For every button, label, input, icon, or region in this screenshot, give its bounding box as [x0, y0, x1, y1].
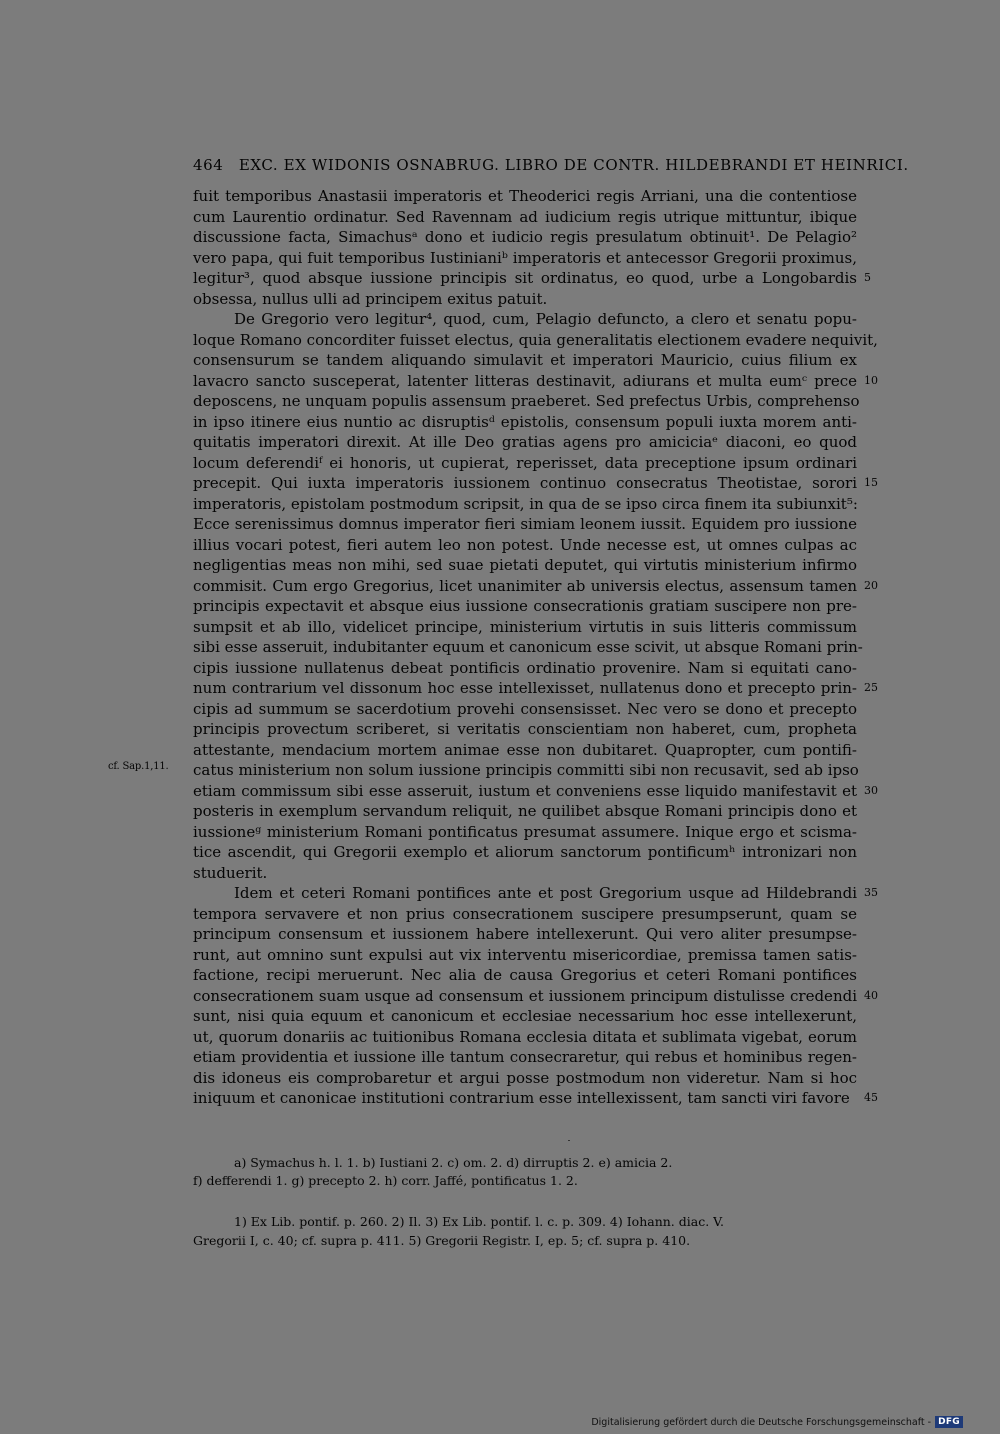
text-line: fuit temporibus Anastasii imperatoris et Theoderici regis Arriani, una die contentiose [193, 187, 857, 205]
text-line: obsessa, nullus ulli ad principem exitus patuit. [193, 289, 548, 308]
text-line: quitatis imperatori direxit. At ille Deo gratias agens pro amiciciaᵉ diaconi, eo quod [193, 433, 857, 451]
line-number: 45 [864, 1091, 878, 1104]
text-line: runt, aut omnino sunt expulsi aut vix interventu misericordiae, premissa tamen satis- [193, 945, 857, 964]
variant-footnote-line: a) Symachus h. l. 1. b) Iustiani 2. c) om. 2. d) dirruptis 2. e) amicia 2. [234, 1155, 673, 1170]
dfg-credit [591, 1416, 963, 1428]
text-line: sibi esse asseruit, indubitanter equum et canonicum esse scivit, ut absque Romani prin- [193, 638, 863, 656]
text-line: sumpsit et ab illo, videlicet principe, ministerium virtutis in suis litteris commissum [193, 617, 857, 636]
text-line: Ecce serenissimus domnus imperator fieri simiam leonem iussit. Equidem pro iussione [193, 515, 857, 533]
text-line: dis idoneus eis comprobaretur et argui posse postmodum non videretur. Nam si hoc [193, 1068, 857, 1087]
line-number: 20 [864, 578, 878, 592]
dfg-logo: DFG [935, 1416, 963, 1428]
text-line: iussioneᵍ ministerium Romani pontificatus presumat assumere. Inique ergo et scisma- [193, 822, 857, 841]
text-line: attestante, mendacium mortem animae esse non dubitaret. Quapropter, cum pontifi- [193, 740, 857, 759]
text-line: illius vocari potest, fieri autem leo non potest. Unde necesse est, ut omnes culpas ac [193, 535, 857, 554]
line-number: 40 [864, 988, 878, 1002]
text-line: etiam providentia et iussione ille tantum consecraretur, qui rebus et hominibus regen- [193, 1048, 857, 1066]
text-line: tempora servavere et non prius consecrationem suscipere presumpserunt, quam se [193, 904, 857, 923]
text-line: cipis iussione nullatenus debeat pontificis ordinatio provenire. Nam si equitati cano- [193, 658, 857, 677]
text-line: in ipso itinere eius nuntio ac disruptisᵈ epistolis, consensum populi iuxta morem anti- [193, 412, 857, 431]
text-line: etiam commissum sibi esse asseruit, iustum et conveniens esse liquido manifestavit et [193, 781, 857, 800]
margin-reference: cf. Sap.1,11. [108, 761, 169, 772]
text-line: loque Romano concorditer fuisset electus, quia generalitatis electionem evadere nequivit, [193, 330, 878, 349]
text-line: cum Laurentio ordinatur. Sed Ravennam ad iudicium regis utrique mittuntur, ibique [193, 207, 857, 226]
text-line: catus ministerium non solum iussione principis committi sibi non recusavit, sed ab ipso [193, 761, 859, 779]
source-footnote-line: Gregorii I, c. 40; cf. supra p. 411. 5) Gregorii Registr. I, ep. 5; cf. supra p. 410. [193, 1233, 691, 1248]
text-line: principis expectavit et absque eius iussione consecrationis gratiam suscipere non pre- [193, 597, 857, 615]
line-number: 5 [864, 271, 871, 284]
text-line: precepit. Qui iuxta imperatoris iussionem continuo consecratus Theotistae, sorori [193, 474, 857, 492]
text-line: consecrationem suam usque ad consensum et iussionem principum distulisse credendi [193, 986, 857, 1005]
text-line: commisit. Cum ergo Gregorius, licet unanimiter ab universis electus, assensum tamen [193, 576, 857, 595]
text-line: imperatoris, epistolam postmodum scripsit, in qua de se ipso circa finem ita subiunxit⁵: [193, 494, 858, 513]
separator-mark [568, 1140, 570, 1141]
text-line: lavacro sancto susceperat, latenter litteras destinavit, adiurans et multa eumᶜ prece [193, 371, 857, 390]
page-number: 464 [193, 156, 224, 174]
line-number: 25 [864, 681, 878, 694]
text-line: Idem et ceteri Romani pontifices ante et post Gregorium usque ad Hildebrandi [234, 884, 857, 902]
text-line: tice ascendit, qui Gregorii exemplo et aliorum sanctorum pontificumʰ intronizari non [193, 843, 857, 861]
text-line: negligentias meas non mihi, sed suae pietati deputet, qui virtutis ministerium infirmo [193, 556, 857, 574]
text-line: sunt, nisi quia equum et canonicum et ecclesiae necessarium hoc esse intellexerunt, [193, 1007, 857, 1025]
text-line: discussione facta, Simachusᵃ dono et iudicio regis presulatum obtinuit¹. De Pelagio² [193, 228, 857, 246]
line-number: 30 [864, 783, 878, 797]
text-line: deposcens, ne unquam populis assensum praeberet. Sed prefectus Urbis, comprehenso [193, 392, 860, 410]
text-line: ut, quorum donariis ac tuitionibus Romana ecclesia ditata et sublimata vigebat, eorum [193, 1027, 857, 1046]
source-footnote-line: 1) Ex Lib. pontif. p. 260. 2) Il. 3) Ex Lib. pontif. l. c. p. 309. 4) Iohann. diac. V. [234, 1214, 724, 1229]
running-header [193, 156, 909, 174]
text-line: De Gregorio vero legitur⁴, quod, cum, Pelagio defuncto, a clero et senatu popu- [234, 310, 857, 328]
text-line: principum consensum et iussionem habere intellexerunt. Qui vero aliter presumpse- [193, 925, 857, 943]
text-line: iniquum et canonicae institutioni contrarium esse intellexissent, tam sancti viri favore [193, 1089, 850, 1107]
text-line: consensurum se tandem aliquando simulavit et imperatori Mauricio, cuius filium ex [193, 351, 857, 369]
text-line: num contrarium vel dissonum hoc esse intellexisset, nullatenus dono et precepto prin- [193, 679, 857, 697]
text-line: studuerit. [193, 863, 268, 882]
line-number: 10 [864, 373, 878, 387]
credit-text: Digitalisierung gefördert durch die Deutsche Forschungsgemeinschaft - [591, 1416, 932, 1428]
running-title: EXC. EX WIDONIS OSNABRUG. LIBRO DE CONTR. HILDEBRANDI ET HEINRICI. [238, 156, 909, 174]
text-line: factione, recipi meruerunt. Nec alia de causa Gregorius et ceteri Romani pontifices [193, 966, 857, 984]
text-line: vero papa, qui fuit temporibus Iustinianiᵇ imperatoris et antecessor Gregorii proximus, [193, 248, 857, 267]
text-line: locum deferendiᶠ ei honoris, ut cupierat, reperisset, data preceptione ipsum ordinari [193, 453, 857, 472]
text-line: legitur³, quod absque iussione principis sit ordinatus, eo quod, urbe a Longobardis [193, 269, 857, 287]
text-line: cipis ad summum se sacerdotium provehi consensisset. Nec vero se dono et precepto [193, 699, 857, 718]
text-line: posteris in exemplum servandum reliquit, ne quilibet absque Romani principis dono et [193, 802, 857, 820]
variant-footnote-line: f) defferendi 1. g) precepto 2. h) corr. Jaffé, pontificatus 1. 2. [193, 1173, 578, 1188]
text-line: principis provectum scriberet, si veritatis conscientiam non haberet, cum, propheta [193, 720, 857, 738]
line-number: 35 [864, 886, 878, 899]
line-number: 15 [864, 476, 878, 489]
